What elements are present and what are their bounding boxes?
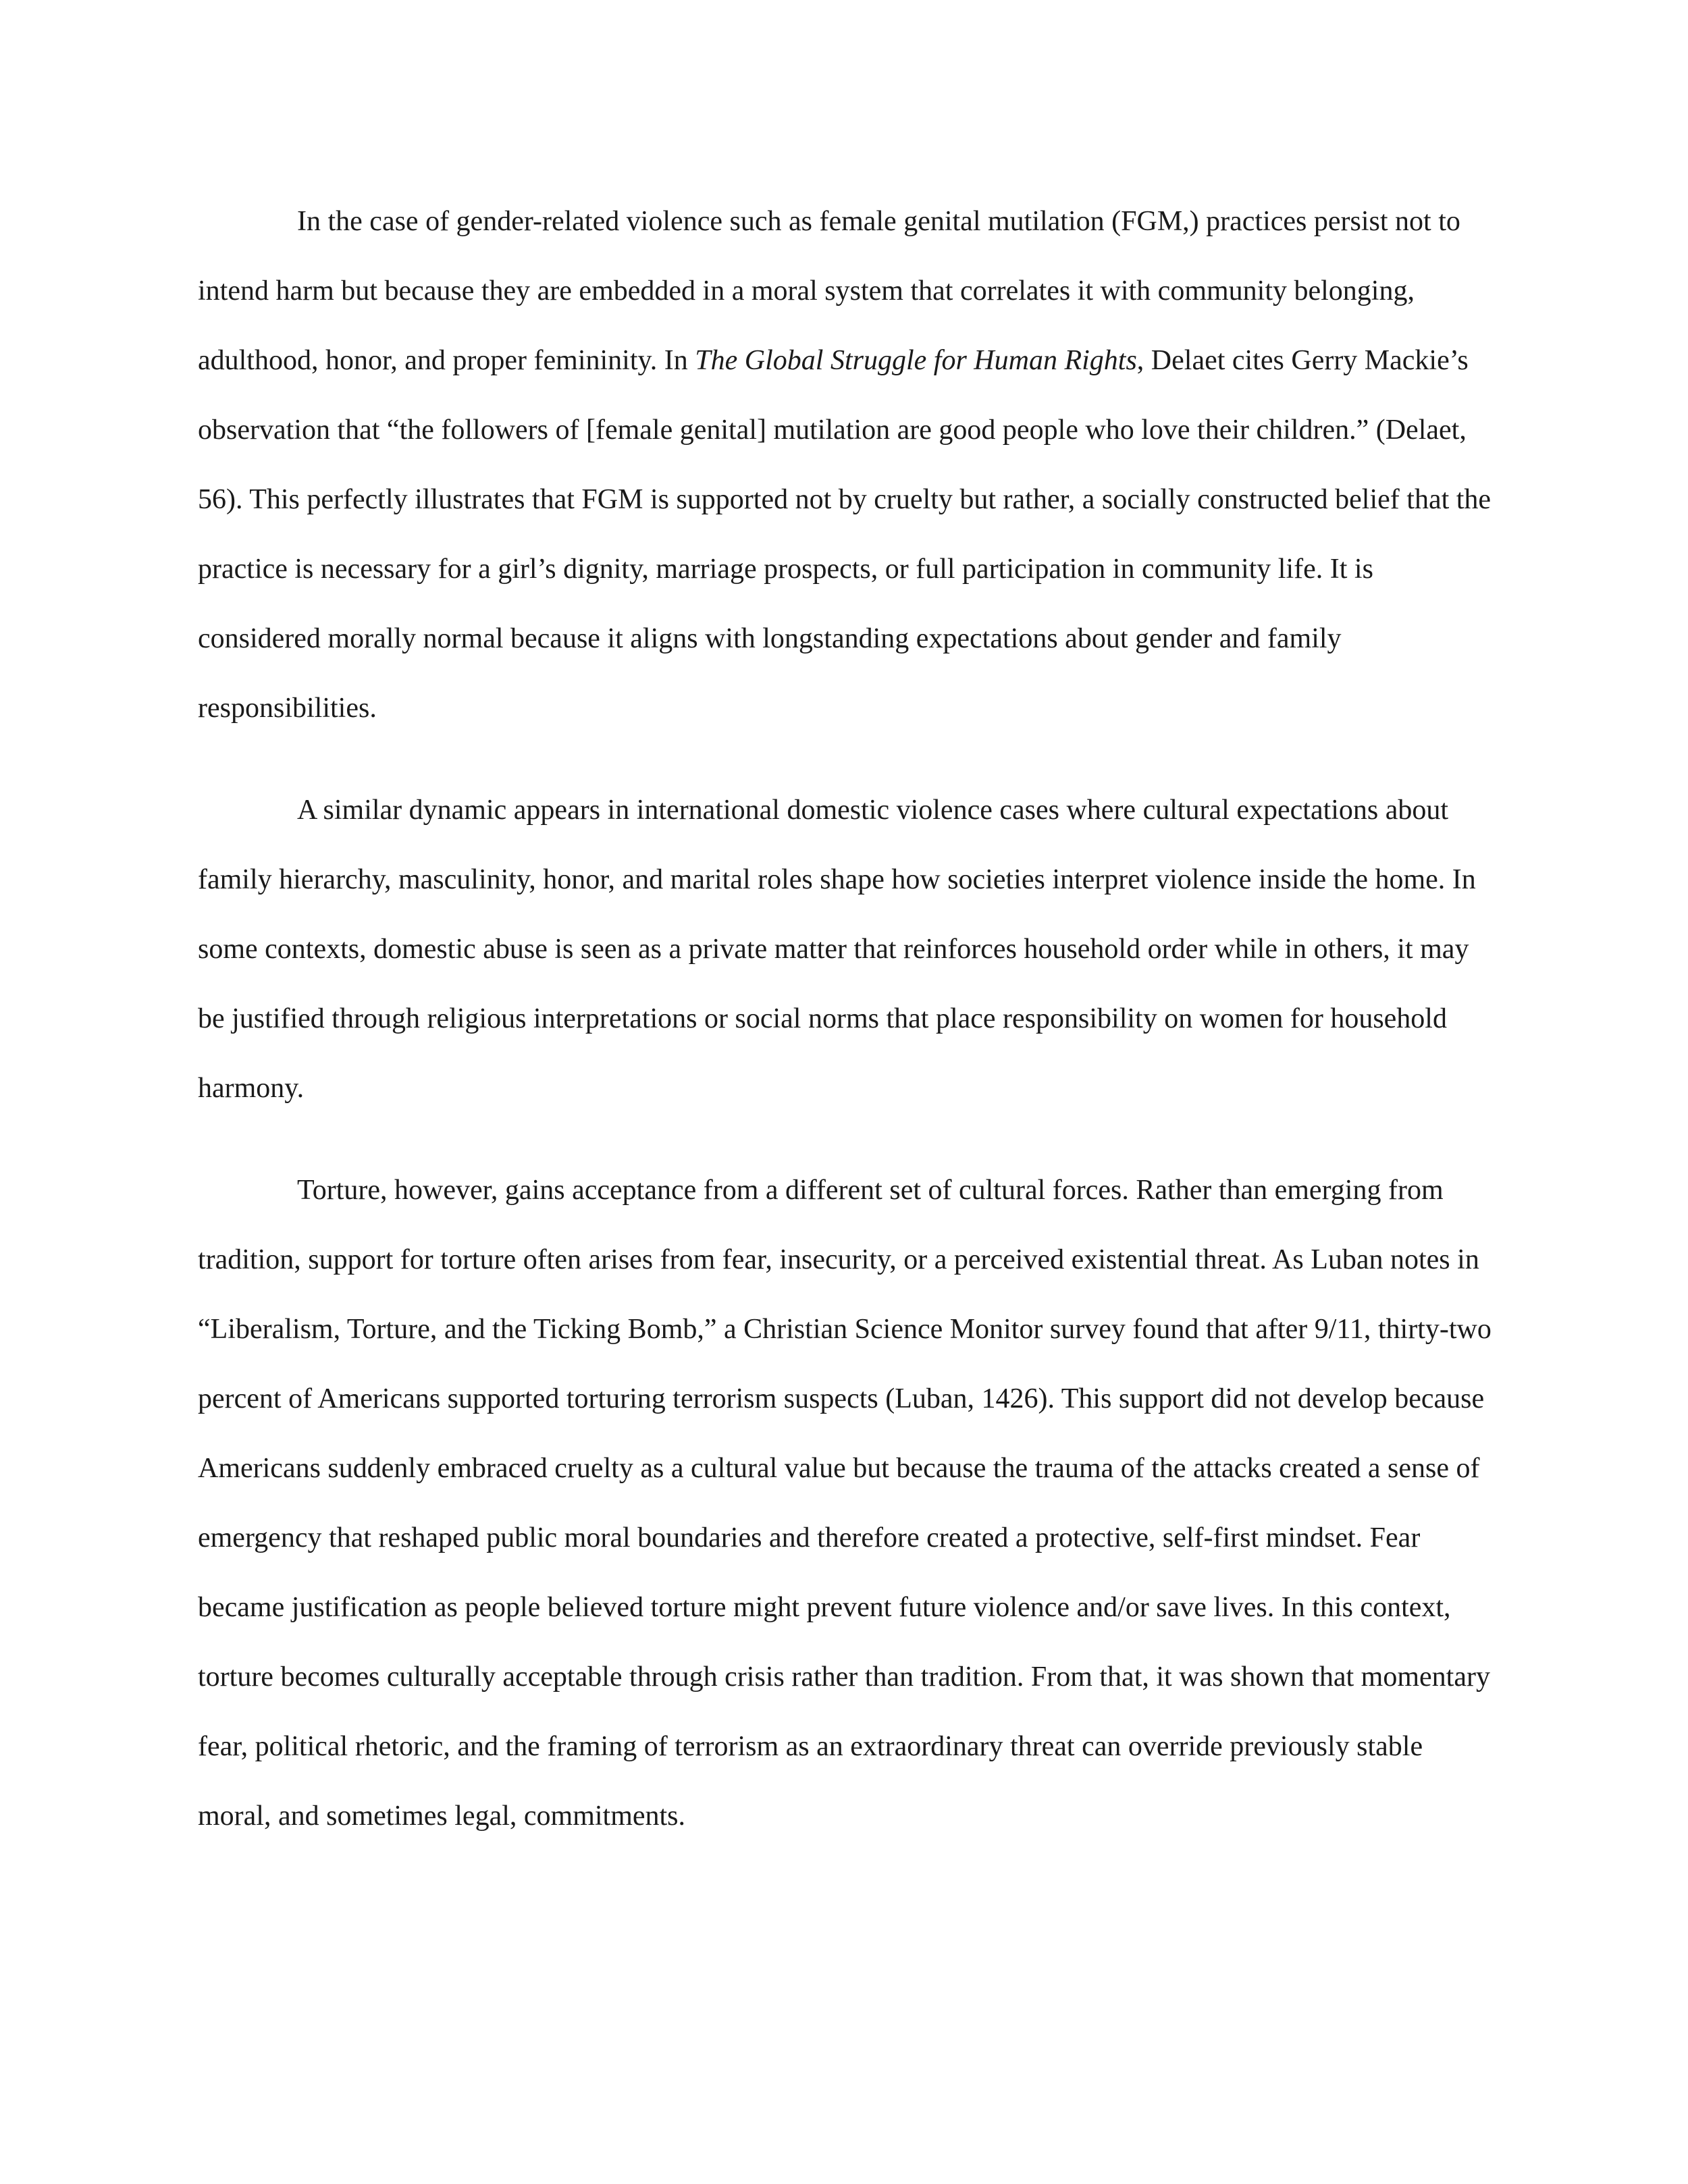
book-title: The Global Struggle for Human Rights — [695, 345, 1137, 376]
body-text — [198, 187, 1501, 1851]
paragraph-fgm-text-end: , Delaet cites Gerry Mackie’s observation that “the followers of [female genital] mutilation are good people who love their children.” (Delaet, 56). This perfectly illustrates that FGM is supported not by cruelty but rather, a socially constructed belief that the practice is necessary for a girl’s dignity, marriage prospects, or full participation in community life. It is considered morally normal because it aligns with longstanding expectations about gender and family responsibilities. — [198, 345, 1492, 724]
paragraph-torture: Torture, however, gains acceptance from a different set of cultural forces. Rather than emerging from tradition, support for torture often arises from fear, insecurity, or a perceived existential threat. As Luban notes in “Liberalism, Torture, and the Ticking Bomb,” a Christian Science Monitor survey found that after 9/11, thirty-two percent of Americans supported torturing terrorism suspects (Luban, 1426). This support did not develop because Americans suddenly embraced cruelty as a cultural value but because the trauma of the attacks created a sense of emergency that reshaped public moral boundaries and therefore created a protective, self-first mindset. Fear became justification as people believed torture might prevent future violence and/or save lives. In this context, torture becomes culturally acceptable through crisis rather than tradition. From that, it was shown that momentary fear, political rhetoric, and the framing of terrorism as an extraordinary threat can override previously stable moral, and sometimes legal, commitments. — [198, 1175, 1492, 1832]
paragraph-fgm-text-start: In the case of gender-related violence such as female genital mutilation (FGM,) practices persist not to intend harm but because they are embedded in a moral system that correlates it with community belonging, adulthood, honor, and proper femininity. In — [198, 206, 1460, 376]
paragraph-domestic-violence: A similar dynamic appears in international domestic violence cases where cultural expectations about family hierarchy, masculinity, honor, and marital roles shape how societies interpret violence inside the home. In some contexts, domestic abuse is seen as a private matter that reinforces household order while in others, it may be justified through religious interpretations or social norms that place responsibility on women for household harmony. — [198, 795, 1476, 1104]
paragraph-fgm — [198, 187, 1501, 743]
